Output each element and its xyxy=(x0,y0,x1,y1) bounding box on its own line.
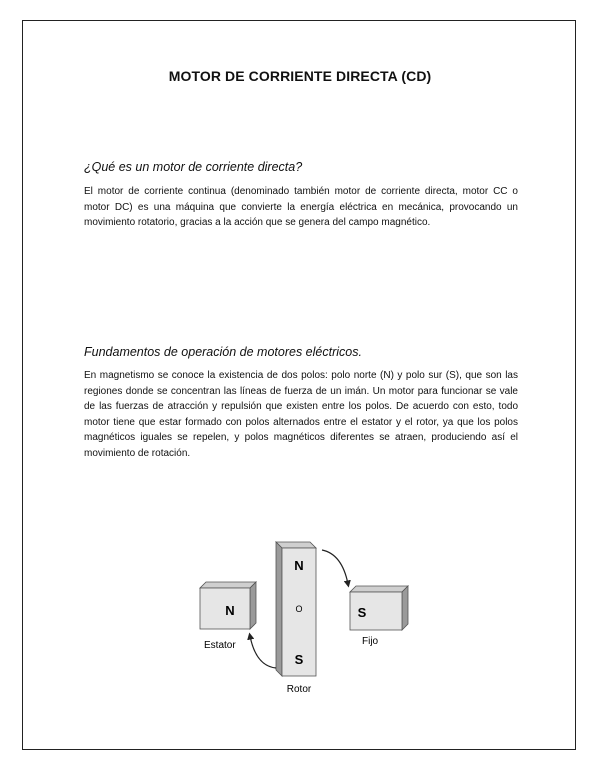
document-title: MOTOR DE CORRIENTE DIRECTA (CD) xyxy=(168,68,432,84)
fixed-caption: Fijo xyxy=(362,636,379,647)
fixed-pole-label: S xyxy=(357,605,367,620)
stator-magnet xyxy=(200,582,256,629)
section-heading-what-is: ¿Qué es un motor de corriente directa? xyxy=(84,160,303,174)
rotor-top-pole-label: N xyxy=(294,558,304,573)
stator-pole-label: N xyxy=(225,603,235,618)
section-paragraph-what-is: El motor de corriente continua (denominado también motor de corriente directa, motor CC o motor DC) es una máquina que convierte la energía eléctrica en mecánica, provocando un movimiento rotatorio, gracias a la acción que se genera del campo magnético. xyxy=(84,186,518,229)
section-heading-fundamentals: Fundamentos de operación de motores eléctricos. xyxy=(84,345,362,359)
rotor-caption: Rotor xyxy=(286,684,312,695)
stator-caption: Estator xyxy=(204,640,236,651)
rotor-magnet xyxy=(276,542,316,676)
rotation-arrow-top xyxy=(322,550,348,584)
motor-poles-diagram xyxy=(190,540,430,700)
rotor-center-mark: O xyxy=(295,604,303,614)
rotation-arrow-bottom xyxy=(250,636,276,668)
fixed-magnet xyxy=(350,586,408,630)
section-paragraph-fundamentals: En magnetismo se conoce la existencia de dos polos: polo norte (N) y polo sur (S), que son las regiones donde se concentran las líneas de fuerza de un imán. Un motor para funcionar se vale de las fuerzas de atracción y repulsión que existen entre los polos. De acuerdo con esto, todo motor tiene que estar formado con polos alternados entre el estator y el rotor, ya que los polos magnéticos iguales se repelen, y polos magnéticos diferentes se atraen, produciendo así el movimiento de rotación. xyxy=(84,370,518,459)
rotor-bottom-pole-label: S xyxy=(294,652,304,667)
